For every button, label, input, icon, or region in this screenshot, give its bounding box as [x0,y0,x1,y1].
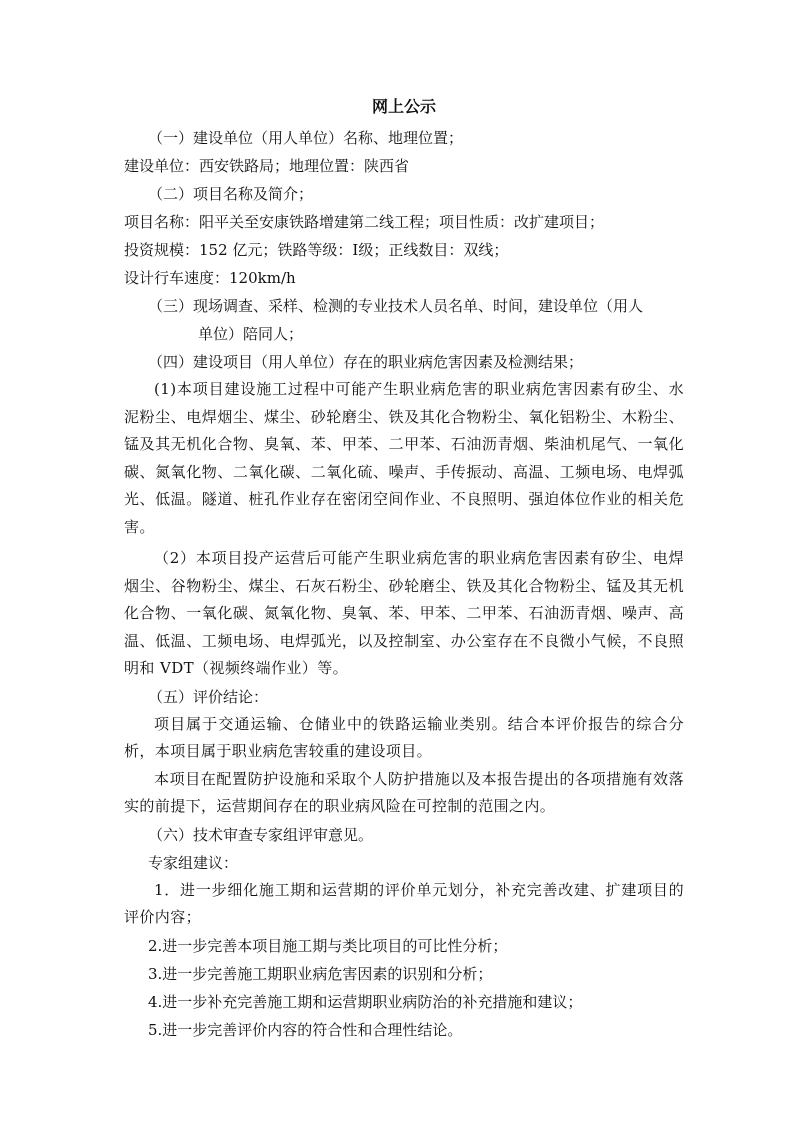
construction-hazards-paragraph: (1)本项目建设施工过程中可能产生职业病危害的职业病危害因素有矽尘、水泥粉尘、电焊烟尘、煤尘、砂轮磨尘、铁及其化合物粉尘、氧化铝粉尘、木粉尘、锰及其无机化合物、臭氧、苯、甲苯、二甲苯、石油沥青烟、柴油机尾气、一氧化碳、氮氧化物、二氧化碳、二氧化硫、噪声、手传振动、高温、工频电场、电焊弧光、低温。隧道、桩孔作业存在密闭空间作业、不良照明、强迫体位作业的相关危害。 [124,380,684,536]
page-title: 网上公示 [371,97,436,116]
design-speed-line: 设计行车速度：120km/h [124,269,296,287]
conclusion-paragraph-1: 项目属于交通运输、仓储业中的铁路运输业类别。结合本评价报告的综合分析，本项目属于职业病危害较重的建设项目。 [124,714,684,760]
expert-item-3: 3.进一步完善施工期职业病危害因素的识别和分析； [148,964,493,983]
expert-item-5: 5.进一步完善评价内容的符合性和合理性结论。 [148,1020,463,1039]
project-name-line: 项目名称：阳平关至安康铁路增建第二线工程；项目性质：改扩建项目； [124,213,605,231]
section-4-heading: （四）建设项目（用人单位）存在的职业病危害因素及检测结果； [148,353,584,371]
section-2-heading: （二）项目名称及简介； [148,185,314,203]
expert-item-1: 1．进一步细化施工期和运营期的评价单元划分，补充完善改建、扩建项目的评价内容； [124,880,684,926]
section-1-body: 建设单位：西安铁路局；地理位置：陕西省 [124,157,410,175]
expert-item-4: 4.进一步补充完善施工期和运营期职业病防治的补充措施和建议； [148,992,583,1011]
section-3-heading-line-1: （三）现场调查、采样、检测的专业技术人员名单、时间，建设单位（用人 [148,297,644,315]
expert-item-2: 2.进一步完善本项目施工期与类比项目的可比性分析； [148,936,508,955]
conclusion-paragraph-2: 本项目在配置防护设施和采取个人防护措施以及本报告提出的各项措施有效落实的前提下，运营期间存在的职业病风险在可控制的范围之内。 [124,769,684,815]
operation-hazards-paragraph: （2）本项目投产运营后可能产生职业病危害的职业病危害因素有矽尘、电焊烟尘、谷物粉尘、煤尘、石灰石粉尘、砂轮磨尘、铁及其化合物粉尘、锰及其无机化合物、一氧化碳、氮氧化物、臭氧、苯、甲苯、二甲苯、石油沥青烟、噪声、高温、低温、工频电场、电焊弧光，以及控制室、办公室存在不良微小气候，不良照明和 VDT（视频终端作业）等。 [124,549,684,677]
section-3-heading-line-2: 单位）陪同人； [198,325,304,343]
section-6-heading: （六）技术审查专家组评审意见。 [148,825,374,844]
investment-line: 投资规模：152 亿元；铁路等级：Ⅰ级；正线数目：双线； [124,241,509,259]
document-page [124,96,684,1044]
section-5-heading: （五）评价结论： [148,687,269,706]
expert-intro: 专家组建议： [148,853,239,872]
section-1-heading: （一）建设单位（用人单位）名称、地理位置； [148,129,464,147]
